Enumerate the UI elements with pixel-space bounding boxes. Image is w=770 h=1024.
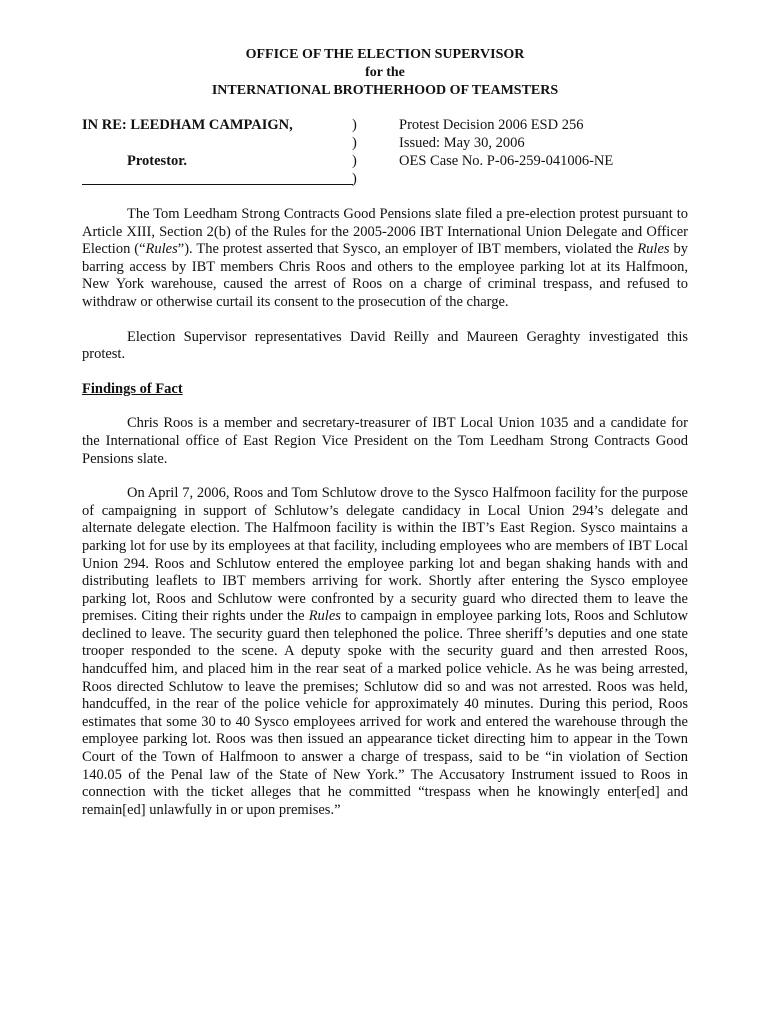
case-caption: [82, 116, 688, 194]
issued-date: Issued: May 30, 2006: [399, 135, 525, 151]
rules-italic: Rules: [308, 608, 341, 625]
in-re-label: IN RE: LEEDHAM CAMPAIGN,: [82, 117, 293, 133]
decision-number: Protest Decision 2006 ESD 256: [399, 117, 584, 133]
paragraph-investigators: Election Supervisor representatives David Reilly and Maureen Geraghty investigated this protest.: [82, 328, 688, 363]
paren: ): [352, 153, 357, 169]
document-body: [82, 206, 688, 819]
case-number: OES Case No. P-06-259-041006-NE: [399, 153, 614, 169]
findings-heading: Findings of Fact: [82, 380, 183, 397]
caption-underline: [82, 184, 353, 185]
paragraph-protest-summary: The Tom Leedham Strong Contracts Good Pensions slate filed a pre-election protest pursuant to Article XIII, Section 2(b) of the Rules for the 2005-2006 IBT International Union Delegate and Officer Election (“Rules”). The protest asserted that Sysco, an employer of IBT members, violated the Rules by barring access by IBT members Chris Roos and others to the employee parking lot at its Halfmoon, New York warehouse, caused the arrest of Roos on a charge of criminal trespass, and refused to withdraw or otherwise curtail its consent to the prosecution of the charge.: [82, 206, 688, 310]
document-header: [82, 46, 688, 100]
paragraph-roos-background: Chris Roos is a member and secretary-treasurer of IBT Local Union 1035 and a candidate for the International office of East Region Vice President on the Tom Leedham Strong Contracts Good Pensions slate.: [82, 415, 688, 467]
rules-italic: Rules: [637, 241, 670, 258]
paren: ): [352, 171, 357, 187]
protestor-label: Protestor.: [127, 153, 187, 169]
office-title: OFFICE OF THE ELECTION SUPERVISOR: [245, 47, 525, 62]
union-title: INTERNATIONAL BROTHERHOOD OF TEAMSTERS: [211, 83, 559, 98]
paragraph-incident: On April 7, 2006, Roos and Tom Schlutow drove to the Sysco Halfmoon facility for the purpose of campaigning in support of Schlutow’s delegate candidacy in Local Union 294’s delegate and alternate delegate election. The Halfmoon facility is within the IBT’s East Region. Sysco maintains a parking lot for use by its employees at that facility, including employees who are members of IBT Local Union 294. Roos and Schlutow entered the employee parking lot and began shaking hands with and distributing leaflets to IBT members arriving for work. Shortly after entering the Sysco employee parking lot, Roos and Schlutow were confronted by a security guard who directed them to leave the premises. Citing their rights under the Rules to campaign in employee parking lots, Roos and Schlutow declined to leave. The security guard then telephoned the police. Three sheriff’s deputies and one state trooper responded to the scene. A deputy spoke with the security guard and then arrested Roos, handcuffed him, and placed him in the rear seat of a marked police vehicle. As he was being arrested, Roos directed Schlutow to leave the premises; Schlutow did so and was not arrested. Roos was held, handcuffed, in the rear of the police vehicle for approximately 40 minutes. During this period, Roos estimates that some 30 to 40 Sysco employees arrived for work and entered the warehouse through the employee parking lot. Roos was then issued an appearance ticket directing him to appear in the Town Court of the Town of Halfmoon to answer a charge of trespass, said to be “in violation of Section 140.05 of the Penal law of the State of New York.” The Accusatory Instrument issued to Roos in connection with the ticket alleges that he committed “trespass when he knowingly enter[ed] and remain[ed] unlawfully in or upon premises.”: [82, 485, 688, 818]
rules-italic: Rules: [145, 241, 178, 258]
caption-parentheses: [352, 116, 362, 188]
paren: ): [352, 117, 357, 133]
for-the-line: for the: [365, 65, 405, 80]
caption-case-info: [399, 116, 613, 170]
paren: ): [352, 135, 357, 151]
